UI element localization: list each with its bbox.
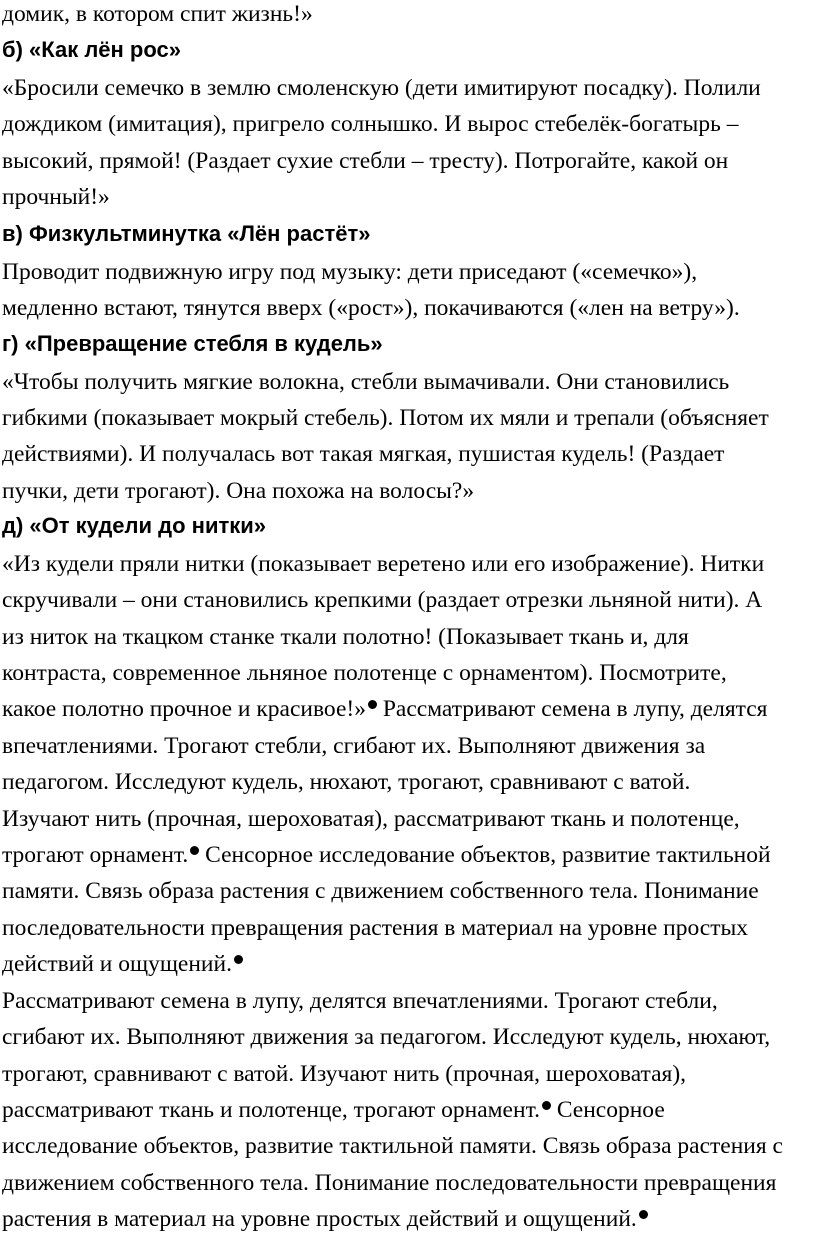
paragraph-line	[2, 841, 771, 869]
paragraph-line: трогают, сравнивают с ватой. Изучают нить (прочная, шероховатая),	[2, 1061, 687, 1087]
bullet-icon	[190, 846, 199, 855]
intro-line: домик, в котором спит жизнь!»	[2, 1, 313, 27]
paragraph-line: прочный!»	[2, 184, 110, 210]
paragraph-line: исследование объектов, развитие тактильной памяти. Связь образа растения с	[2, 1133, 783, 1159]
paragraph-line: высокий, прямой! (Раздает сухие стебли – тресту). Потрогайте, какой он	[2, 148, 729, 174]
paragraph-line: действиями). И получалась вот такая мягкая, пушистая кудель! (Раздает	[2, 441, 725, 467]
paragraph-line: «Бросили семечко в землю смоленскую (дети имитируют посадку). Полили	[2, 75, 761, 101]
paragraph-line: контраста, современное льняное полотенце с орнаментом). Посмотрите,	[2, 660, 727, 686]
section-heading-v: в) Физкультминутка «Лён растёт»	[2, 221, 371, 246]
text-run: рассматривают ткань и полотенце, трогают орнамент.	[2, 1097, 540, 1123]
paragraph-line	[2, 1096, 665, 1124]
bullet-icon	[368, 700, 377, 709]
text-run: трогают орнамент.	[2, 842, 189, 868]
paragraph-line: скручивали – они становились крепкими (раздает отрезки льняной нити). А	[2, 587, 763, 613]
section-heading-b: б) «Как лён рос»	[2, 37, 181, 62]
paragraph-line: впечатлениями. Трогают стебли, сгибают их. Выполняют движения за	[2, 733, 706, 759]
paragraph-line: дождиком (имитация), пригрело солнышко. И вырос стебелёк-богатырь –	[2, 111, 739, 137]
bullet-icon	[542, 1101, 551, 1110]
text-run: действий и ощущений.	[2, 951, 232, 977]
paragraph-line: гибкими (показывает мокрый стебель). Потом их мяли и трепали (объясняет	[2, 405, 769, 431]
paragraph-line: из ниток на ткацком станке ткали полотно! (Показывает ткань и, для	[2, 624, 689, 650]
paragraph-line: Рассматривают семена в лупу, делятся впечатлениями. Трогают стебли,	[2, 988, 718, 1014]
paragraph-line	[2, 950, 243, 978]
paragraph-line: Проводит подвижную игру под музыку: дети приседают («семечко»),	[2, 259, 698, 285]
paragraph-line: последовательности превращения растения в материал на уровне простых	[2, 915, 749, 941]
paragraph-line: «Из кудели пряли нитки (показывает веретено или его изображение). Нитки	[2, 551, 765, 577]
text-run: растения в материал на уровне простых действий и ощущений.	[2, 1206, 637, 1232]
section-heading-g: г) «Превращение стебля в кудель»	[2, 331, 383, 356]
paragraph-line: педагогом. Исследуют кудель, нюхают, трогают, сравнивают с ватой.	[2, 769, 691, 795]
paragraph-line	[2, 1205, 648, 1233]
bullet-icon	[234, 955, 243, 964]
paragraph-line: «Чтобы получить мягкие волокна, стебли вымачивали. Они становились	[2, 369, 730, 395]
section-heading-d: д) «От кудели до нитки»	[2, 513, 267, 538]
paragraph-line: медленно встают, тянутся вверх («рост»), покачиваются («лен на ветру»).	[2, 295, 740, 321]
bullet-icon	[639, 1210, 648, 1219]
paragraph-line: сгибают их. Выполняют движения за педагогом. Исследуют кудель, нюхают,	[2, 1024, 771, 1050]
text-run: Рассматривают семена в лупу, делятся	[376, 696, 768, 722]
paragraph-line	[2, 695, 767, 723]
text-run: Сенсорное исследование объектов, развитие тактильной	[199, 842, 771, 868]
paragraph-line: Изучают нить (прочная, шероховатая), рассматривают ткань и полотенце,	[2, 806, 740, 832]
paragraph-line: памяти. Связь образа растения с движением собственного тела. Понимание	[2, 878, 759, 904]
paragraph-line: движением собственного тела. Понимание последовательности превращения	[2, 1170, 777, 1196]
paragraph-line: пучки, дети трогают). Она похожа на волосы?»	[2, 478, 475, 504]
text-run: какое полотно прочное и красивое!»	[2, 696, 366, 722]
text-run: Сенсорное	[550, 1097, 665, 1123]
